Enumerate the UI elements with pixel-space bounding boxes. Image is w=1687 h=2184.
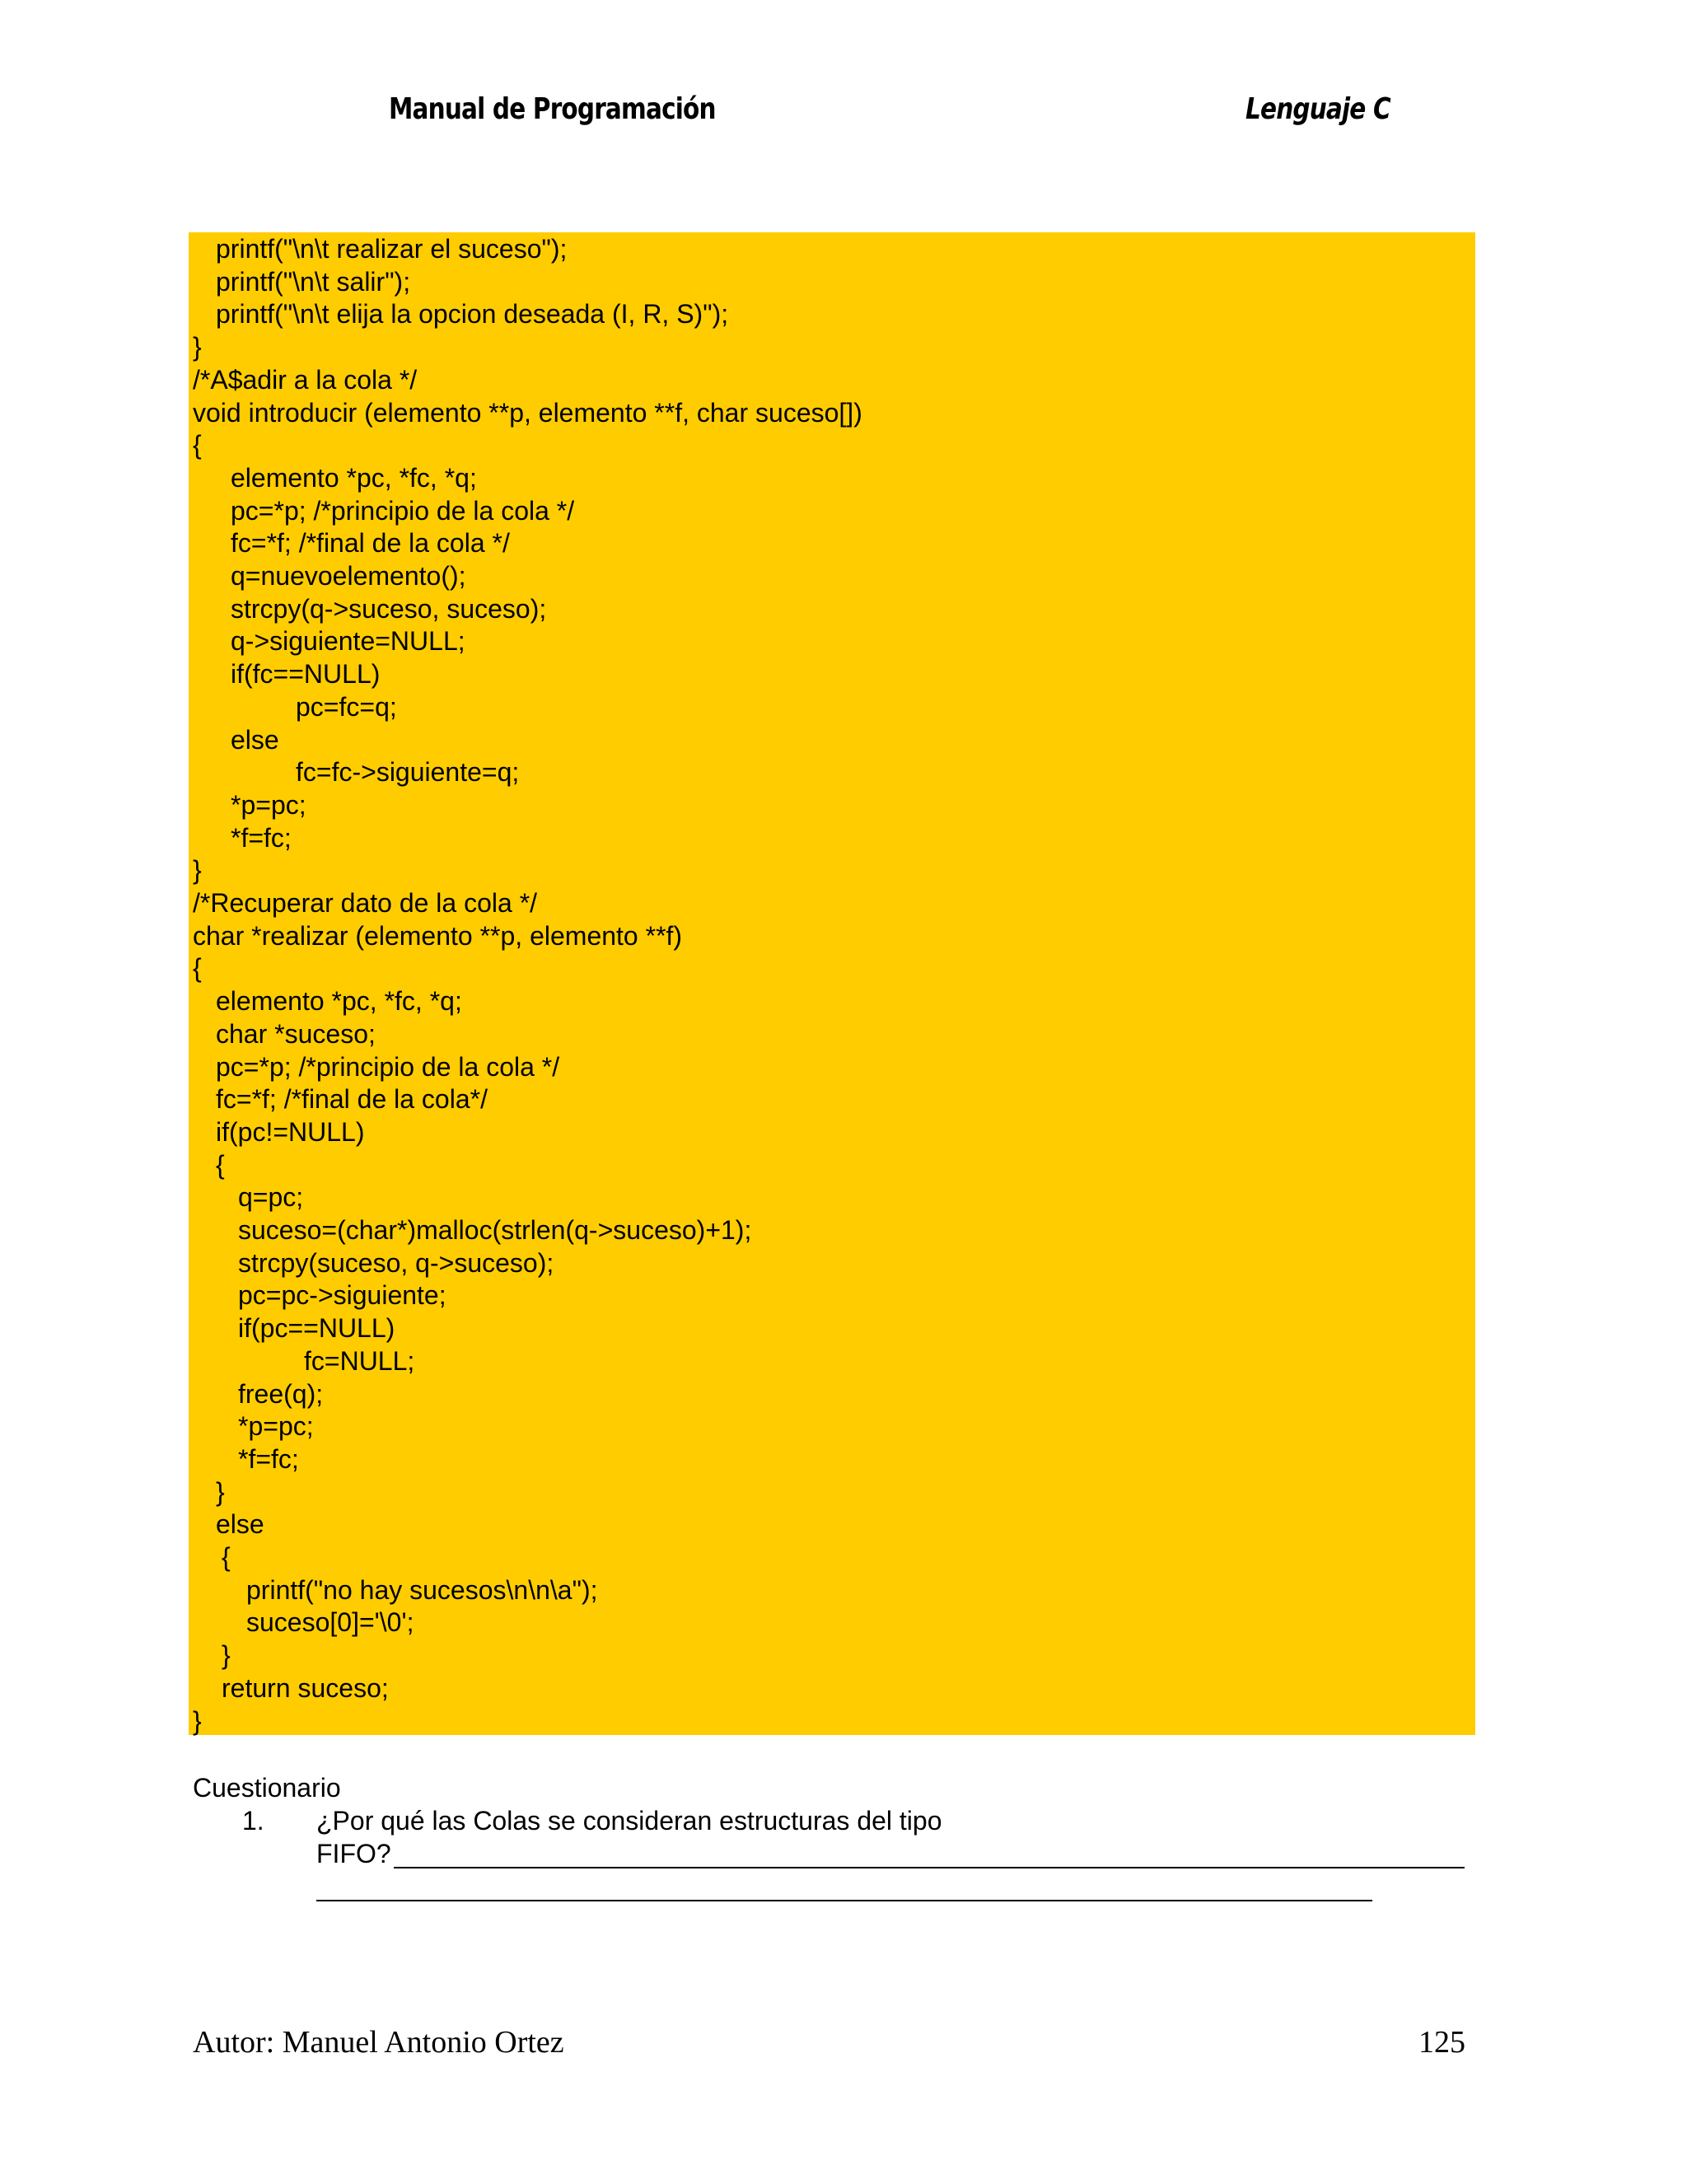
code-line: { xyxy=(222,1542,231,1572)
code-line: if(pc!=NULL) xyxy=(216,1116,365,1147)
code-line: *f=fc; xyxy=(238,1443,299,1474)
code-line: } xyxy=(193,332,202,362)
code-line: suceso=(char*)malloc(strlen(q->suceso)+1); xyxy=(238,1215,752,1245)
code-line: suceso[0]='\0'; xyxy=(246,1607,414,1638)
code-line: printf("\n\t realizar el suceso"); xyxy=(216,234,568,264)
code-line: strcpy(suceso, q->suceso); xyxy=(238,1247,554,1278)
footer-author: Autor: Manuel Antonio Ortez xyxy=(193,2025,564,2060)
code-line: *p=pc; xyxy=(231,789,306,820)
code-line: printf("\n\t salir"); xyxy=(216,266,411,297)
code-line: else xyxy=(231,724,279,755)
code-line: { xyxy=(193,953,202,984)
code-line: pc=*p; /*principio de la cola */ xyxy=(231,495,575,526)
code-line: char *suceso; xyxy=(216,1018,376,1049)
questionnaire-title: Cuestionario xyxy=(193,1773,341,1803)
code-line: *f=fc; xyxy=(231,822,292,853)
code-line: pc=pc->siguiente; xyxy=(238,1280,446,1311)
code-line: free(q); xyxy=(238,1378,324,1409)
code-line: q->siguiente=NULL; xyxy=(231,626,465,657)
code-line: } xyxy=(193,1705,202,1736)
code-line: } xyxy=(216,1476,225,1507)
code-line: pc=*p; /*principio de la cola */ xyxy=(216,1051,560,1082)
code-line: /*Recuperar dato de la cola */ xyxy=(193,888,538,918)
code-line: { xyxy=(216,1149,225,1180)
code-line: } xyxy=(193,855,202,886)
answer-line xyxy=(316,1900,1372,1901)
code-line: elemento *pc, *fc, *q; xyxy=(216,986,462,1017)
code-line: pc=fc=q; xyxy=(296,691,397,722)
header-title: Manual de Programación xyxy=(389,92,716,126)
code-line: char *realizar (elemento **p, elemento **f) xyxy=(193,920,683,951)
header-subject: Lenguaje C xyxy=(1245,92,1390,126)
code-line: fc=NULL; xyxy=(304,1345,415,1376)
code-line: fc=fc->siguiente=q; xyxy=(296,757,520,788)
code-line: { xyxy=(193,430,202,461)
code-line: } xyxy=(222,1640,231,1671)
code-line: printf("\n\t elija la opcion deseada (I, R, S)"); xyxy=(216,299,729,330)
code-line: /*A$adir a la cola */ xyxy=(193,364,418,395)
question-text-line-1: ¿Por qué las Colas se consideran estructuras del tipo xyxy=(316,1806,942,1836)
code-line: if(fc==NULL) xyxy=(231,659,381,690)
code-line: q=pc; xyxy=(238,1182,304,1213)
code-line: return suceso; xyxy=(222,1672,389,1703)
question-text-line-2: FIFO? xyxy=(316,1839,391,1868)
code-line: strcpy(q->suceso, suceso); xyxy=(231,593,547,624)
code-line: printf("no hay sucesos\n\n\a"); xyxy=(246,1574,598,1605)
code-line: if(pc==NULL) xyxy=(238,1313,395,1344)
code-line: elemento *pc, *fc, *q; xyxy=(231,462,477,493)
code-line: void introducir (elemento **p, elemento **f, char suceso[]) xyxy=(193,397,862,428)
question-number: 1. xyxy=(242,1806,264,1836)
code-line: *p=pc; xyxy=(238,1411,314,1442)
footer-page-number: 125 xyxy=(1418,2025,1465,2060)
code-line: else xyxy=(216,1509,264,1540)
code-line: q=nuevoelemento(); xyxy=(231,561,466,591)
code-block xyxy=(189,232,1475,1735)
answer-line xyxy=(394,1867,1465,1868)
code-line: fc=*f; /*final de la cola*/ xyxy=(216,1084,488,1115)
code-line: fc=*f; /*final de la cola */ xyxy=(231,528,510,559)
